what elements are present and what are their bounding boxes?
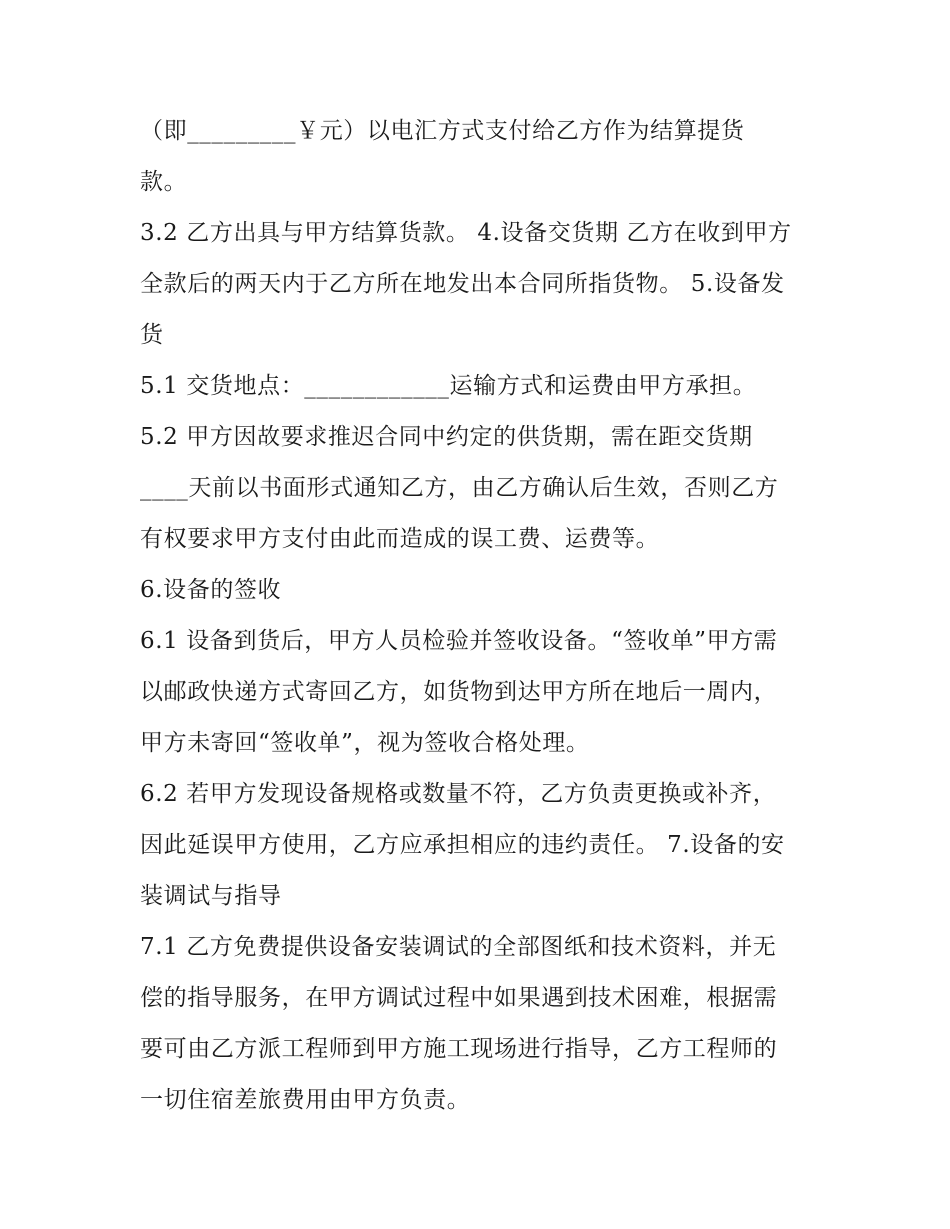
text-line-clause-7-1-end: 一切住宿差旅费用由甲方负责。 — [140, 1087, 471, 1113]
text-line-clause-6-2: 6.2 若甲方发现设备规格或数量不符，乙方负责更换或补齐， — [140, 781, 777, 807]
text-line-clause-6-2-cont: 因此延误甲方使用，乙方应承担相应的违约责任。 7.设备的安 — [140, 832, 785, 858]
text-line-clause-6-1-cont: 以邮政快递方式寄回乙方，如货物到达甲方所在地后一周内， — [140, 679, 778, 705]
text-line-section-7-end: 装调试与指导 — [140, 883, 282, 909]
contract-text — [140, 106, 820, 1126]
text-line-clause-5-2-cont: ____天前以书面形式通知乙方，由乙方确认后生效，否则乙方 — [140, 475, 779, 501]
section-heading-6: 6.设备的签收 — [140, 577, 282, 603]
text-line-clause-5-1: 5.1 交货地点：____________运输方式和运费由甲方承担。 — [140, 373, 757, 399]
text-line-clause-7-1-cont2: 要可由乙方派工程师到甲方施工现场进行指导，乙方工程师的 — [140, 1036, 778, 1062]
text-line-clause-5-2: 5.2 甲方因故要求推迟合同中约定的供货期，需在距交货期 — [140, 424, 753, 450]
text-line-payment-end: 款。 — [140, 169, 188, 195]
text-line-delivery-heading-end: 货 — [140, 322, 164, 348]
text-line-clause-7-1-cont: 偿的指导服务，在甲方调试过程中如果遇到技术困难，根据需 — [140, 985, 778, 1011]
text-line-clause-3-2: 3.2 乙方出具与甲方结算货款。 4.设备交货期 乙方在收到甲方 — [140, 220, 792, 246]
text-line-clause-6-1: 6.1 设备到货后，甲方人员检验并签收设备。“签收单”甲方需 — [140, 628, 778, 654]
text-line-payment: （即_________￥元）以电汇方式支付给乙方作为结算提货 — [140, 118, 745, 144]
text-line-clause-5-2-end: 有权要求甲方支付由此而造成的误工费、运费等。 — [140, 526, 660, 552]
text-line-clause-7-1: 7.1 乙方免费提供设备安装调试的全部图纸和技术资料，并无 — [140, 934, 777, 960]
text-line-clause-6-1-end: 甲方未寄回“签收单”，视为签收合格处理。 — [140, 730, 590, 756]
text-line-delivery-period: 全款后的两天内于乙方所在地发出本合同所指货物。 5.设备发 — [140, 271, 785, 297]
